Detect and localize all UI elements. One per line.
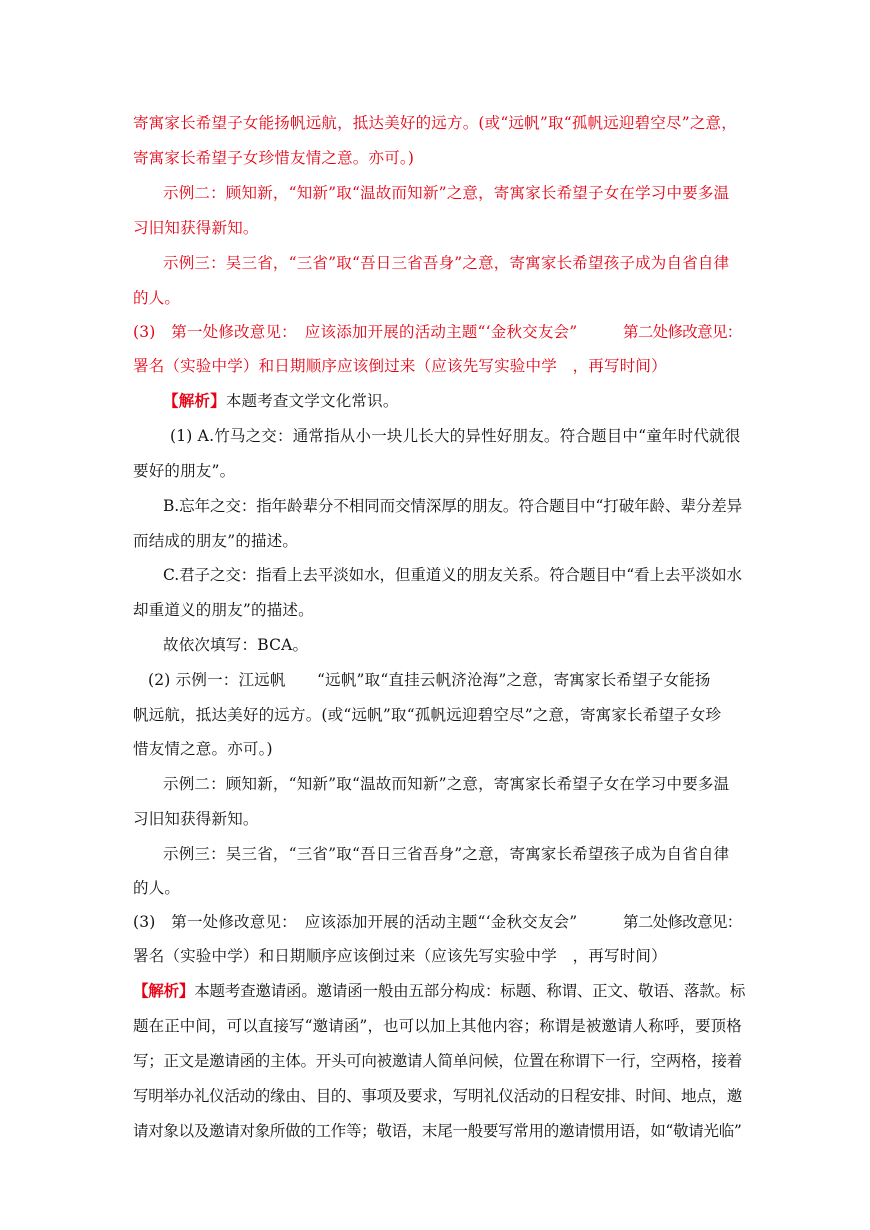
analysis-line: 而结成的朋友”的描述。 [133, 532, 299, 550]
analysis-tag: 【解析】 [133, 981, 195, 1000]
answer-line: 示例二：顾知新，“知新”取“温故而知新”之意，寄寓家长希望子女在学习中要多温 [163, 184, 730, 202]
analysis-line: (3) 第一处修改意见： 应该添加开展的活动主题“‘金秋交友会” [133, 913, 578, 931]
analysis-intro-line [163, 391, 399, 411]
analysis-line: 写明举办礼仪活动的缘由、目的、事项及要求，写明礼仪活动的日程安排、时间、地点，邀 [133, 1087, 743, 1105]
analysis-line: 惜友情之意。亦可。) [133, 740, 273, 758]
analysis-line: 题在正中间，可以直接写“邀请函”，也可以加上其他内容；称谓是被邀请人称呼，要顶格 [133, 1017, 742, 1035]
analysis-line: (2) 示例一：江远帆 [148, 671, 286, 689]
analysis-line: 却重道义的朋友”的描述。 [133, 601, 314, 619]
answer-line: 第二处修改意见： [623, 323, 742, 341]
analysis-line: 署名（实验中学）和日期顺序应该倒过来（应该先写实验中学 ，再写时间） [133, 947, 667, 965]
answer-line: 示例三：吴三省，“三省”取“吾日三省吾身”之意，寄寓家长希望孩子成为自省自律 [163, 254, 730, 272]
analysis-text: 本题考查邀请函。邀请函一般由五部分构成：标题、称谓、正文、敬语、落款。标 [194, 982, 746, 1000]
analysis-line: 帆远航，抵达美好的远方。(或“远帆”取“孤帆远迎碧空尽”之意，寄寓家长希望子女珍 [133, 706, 722, 724]
analysis-line: 第二处修改意见： [623, 913, 742, 931]
analysis-line: 要好的朋友”。 [133, 462, 236, 480]
answer-line: 署名（实验中学）和日期顺序应该倒过来（应该先写实验中学 ，再写时间） [133, 357, 667, 375]
answer-line: 习旧知获得新知。 [133, 219, 259, 237]
answer-line: 寄寓家长希望子女能扬帆远航，抵达美好的远方。(或“远帆”取“孤帆远迎碧空尽”之意， [133, 114, 737, 132]
analysis-intro-line [133, 981, 745, 1001]
answer-line: (3) 第一处修改意见： 应该添加开展的活动主题“‘金秋交友会” [133, 323, 578, 341]
analysis-line: 故依次填写：BCA。 [163, 636, 309, 654]
analysis-line: C.君子之交：指看上去平淡如水，但重道义的朋友关系。符合题目中“看上去平淡如水 [163, 566, 742, 584]
analysis-line: B.忘年之交：指年龄辈分不相同而交情深厚的朋友。符合题目中“打破年龄、辈分差异 [163, 497, 743, 515]
analysis-line: 示例三：吴三省，“三省”取“吾日三省吾身”之意，寄寓家长希望孩子成为自省自律 [163, 845, 730, 863]
analysis-line: “远帆”取“直挂云帆济沧海”之意，寄寓家长希望子女能扬 [317, 671, 711, 689]
analysis-tag: 【解析】 [163, 391, 226, 410]
answer-line: 寄寓家长希望子女珍惜友情之意。亦可。) [133, 149, 415, 167]
answer-line: 的人。 [133, 289, 181, 307]
analysis-line: 的人。 [133, 879, 181, 897]
analysis-line: 请对象以及邀请对象所做的工作等；敬语，末尾一般要写常用的邀请惯用语，如“敬请光临” [133, 1122, 742, 1140]
analysis-line: 示例二：顾知新，“知新”取“温故而知新”之意，寄寓家长希望子女在学习中要多温 [163, 775, 730, 793]
analysis-line: 习旧知获得新知。 [133, 810, 259, 828]
analysis-intro: 本题考查文学文化常识。 [225, 392, 399, 410]
analysis-line: (1) A.竹马之交：通常指从小一块儿长大的异性好朋友。符合题目中“童年时代就很 [170, 427, 741, 445]
analysis-line: 写；正文是邀请函的主体。开头可向被邀请人简单问候，位置在称谓下一行，空两格，接着 [133, 1052, 743, 1070]
